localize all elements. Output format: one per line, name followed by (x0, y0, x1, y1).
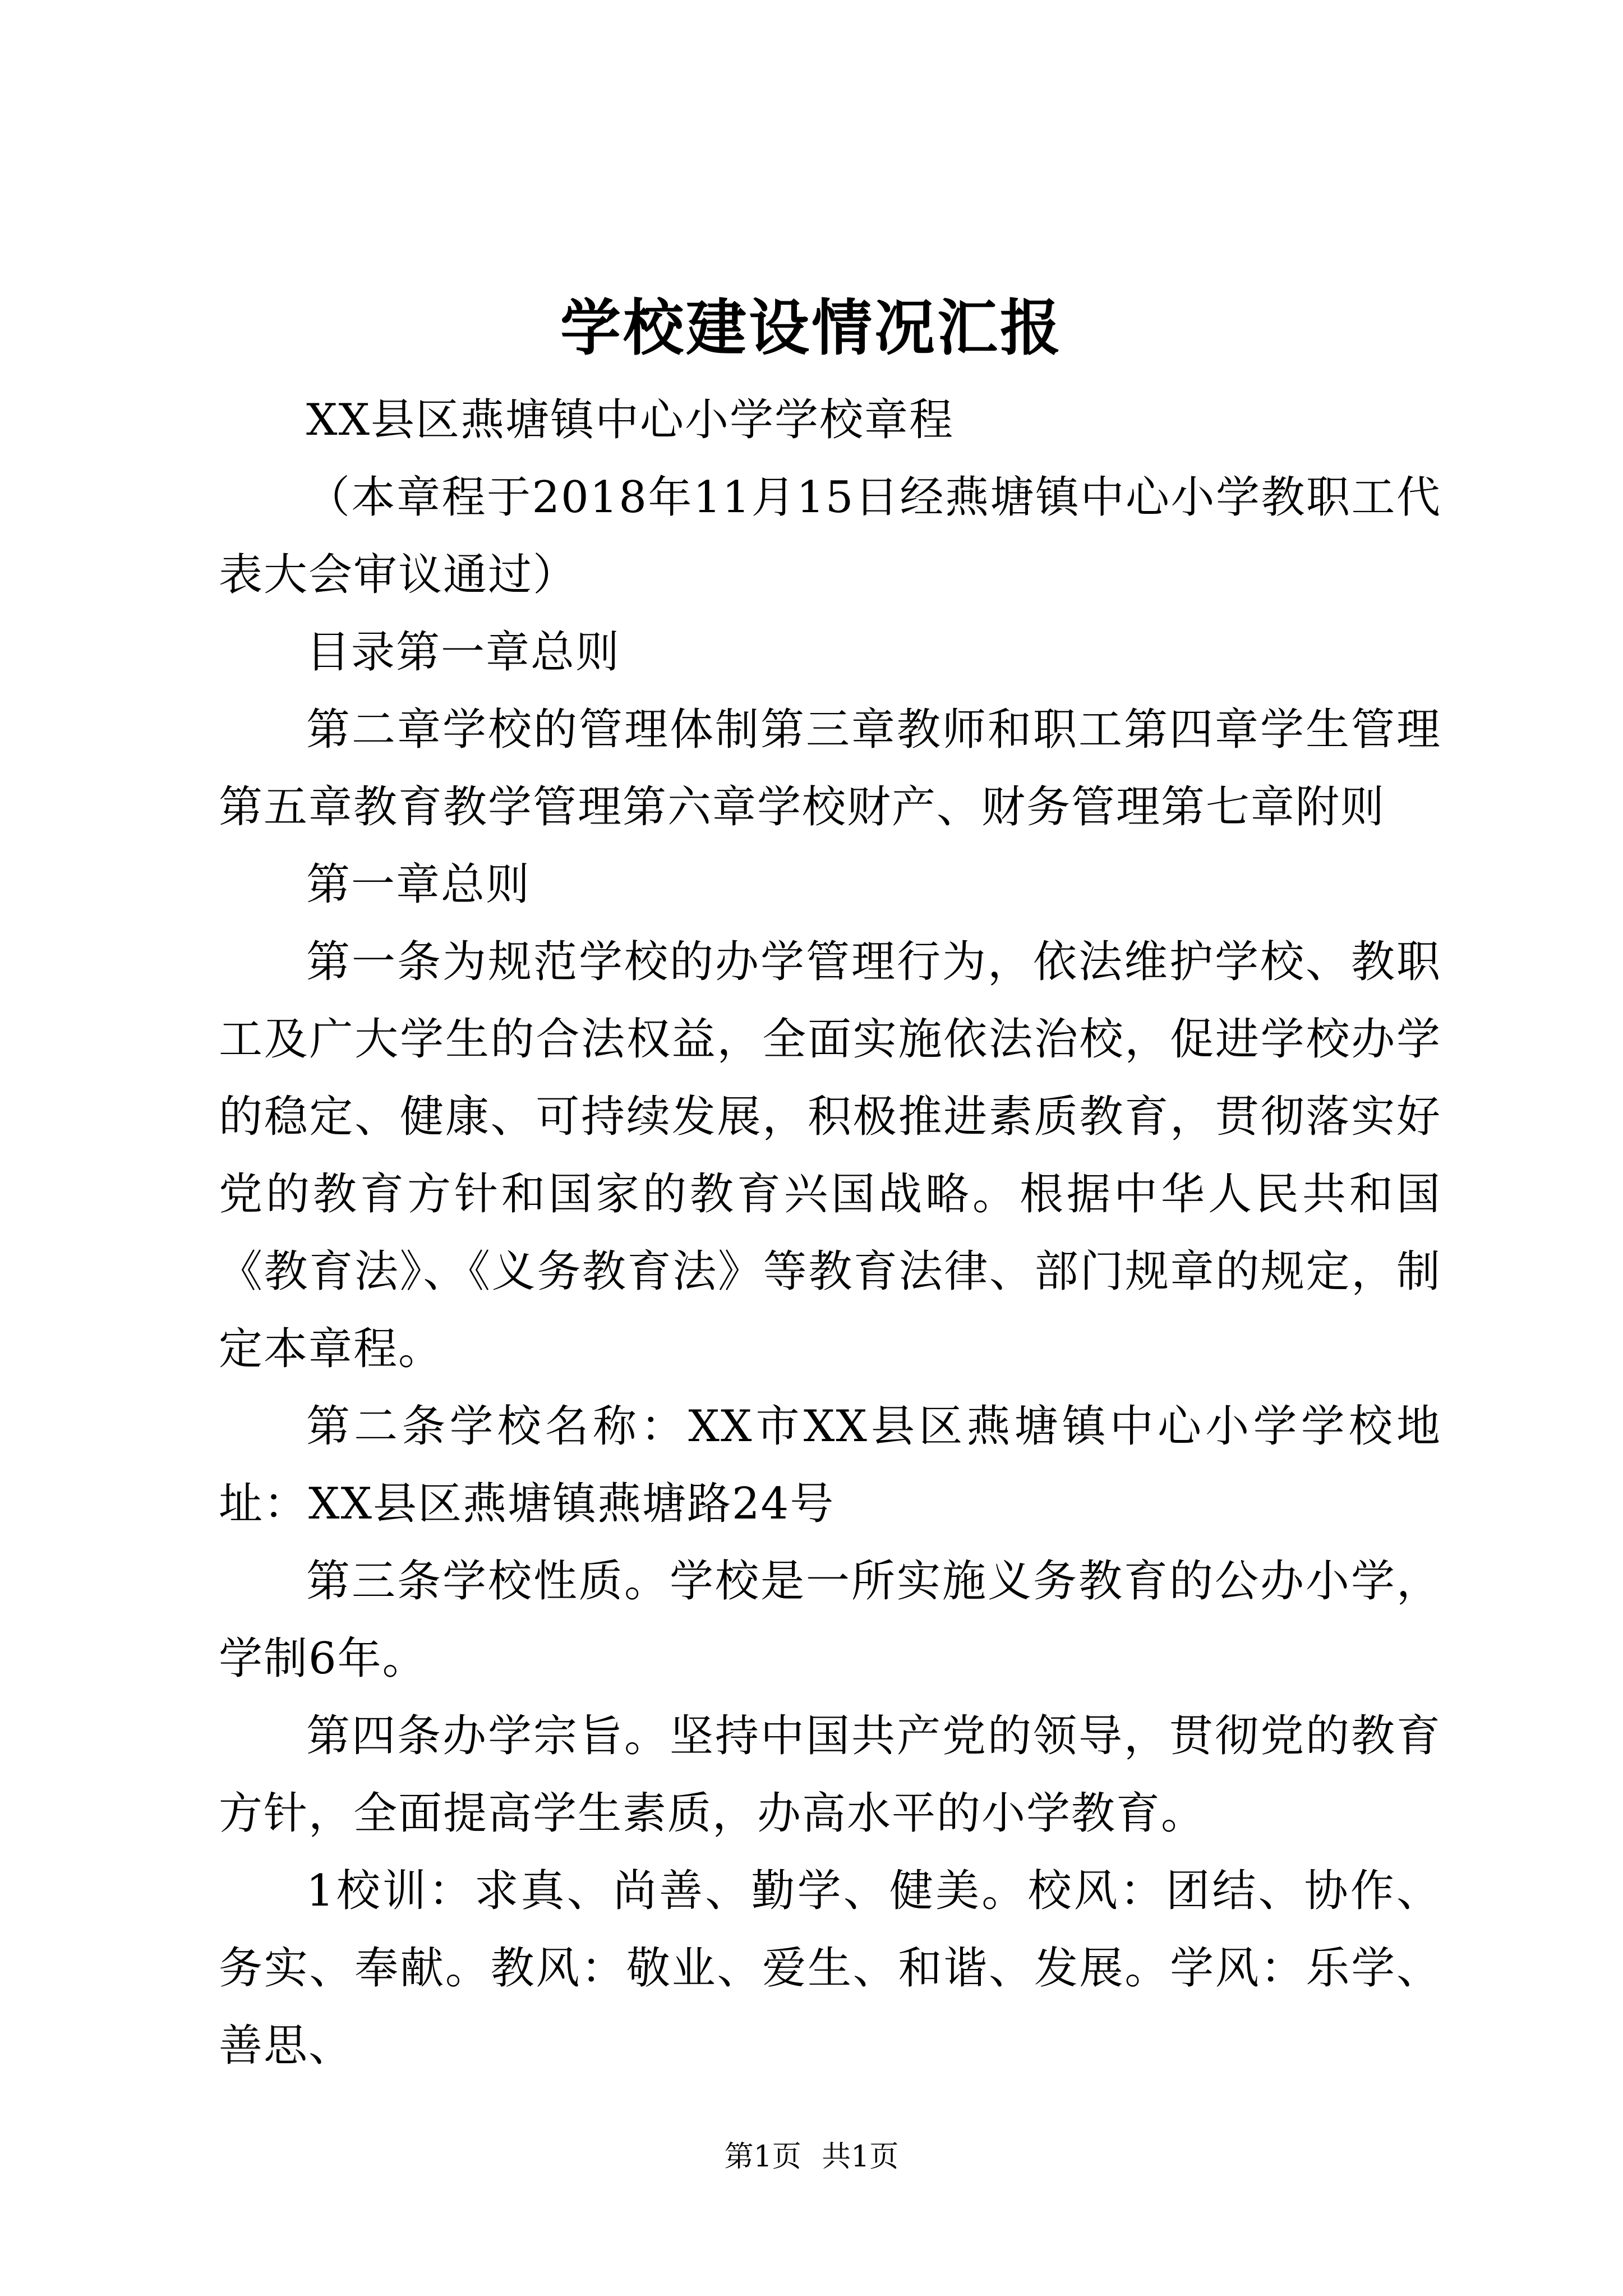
page-number: 第1页 (724, 2140, 801, 2174)
paragraph-6: 第一条为规范学校的办学管理行为，依法维护学校、教职工及广大学生的合法权益，全面实施依法治校，促进学校办学的稳定、健康、可持续发展，积极推进素质教育，贯彻落实好党的教育方针和国家的教育兴国战略。根据中华人民共和国《教育法》、《义务教育法》等教育法律、部门规章的规定，制定本章程。 (219, 937, 1441, 1374)
page-total: 共1页 (822, 2140, 899, 2174)
page-footer (0, 2137, 1623, 2177)
paragraph-8: 第三条学校性质。学校是一所实施义务教育的公办小学，学制6年。 (219, 1556, 1441, 1684)
paragraph-5: 第一章总则 (306, 859, 531, 910)
document-body (219, 381, 1441, 2085)
paragraph-9: 第四条办学宗旨。坚持中国共产党的领导，贯彻党的教育方针，全面提高学生素质，办高水平的小学教育。 (219, 1711, 1441, 1839)
paragraph-10: 1校训：求真、尚善、勤学、健美。校风：团结、协作、务实、奉献。教风：敬业、爱生、和谐、发展。学风：乐学、善思、 (219, 1866, 1441, 2071)
paragraph-3: 目录第一章总则 (306, 627, 621, 678)
document-title: 学校建设情况汇报 (560, 293, 1063, 364)
paragraph-4: 第二章学校的管理体制第三章教师和职工第四章学生管理第五章教育教学管理第六章学校财产、财务管理第七章附则 (219, 705, 1441, 832)
paragraph-7: 第二条学校名称：XX市XX县区燕塘镇中心小学学校地址：XX县区燕塘镇燕塘路24号 (219, 1401, 1441, 1529)
paragraph-1: XX县区燕塘镇中心小学学校章程 (306, 395, 955, 445)
paragraph-2: （本章程于2018年11月15日经燕塘镇中心小学教职工代表大会审议通过） (219, 472, 1441, 600)
